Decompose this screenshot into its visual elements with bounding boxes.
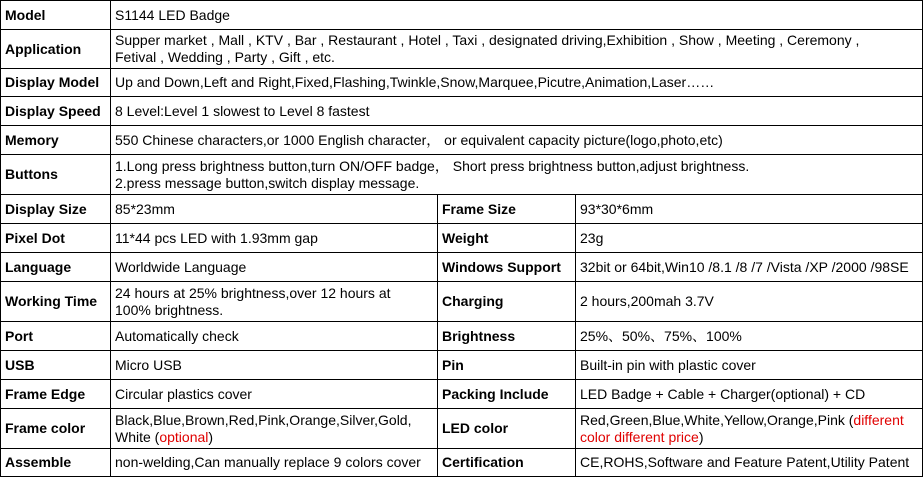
- row-working-time: [1, 282, 923, 322]
- working-time-line-2: 100% brightness.: [115, 301, 224, 318]
- row-language: [1, 253, 923, 282]
- row-frame-edge: [1, 380, 923, 409]
- led-color-note-part-2: color different price: [580, 428, 699, 445]
- label-certification: Certification: [438, 449, 576, 477]
- row-display-speed: [1, 97, 923, 126]
- value-display-size: 85*23mm: [111, 195, 438, 224]
- value-display-speed: 8 Level:Level 1 slowest to Level 8 fastest: [111, 97, 923, 126]
- value-led-color: [576, 409, 923, 449]
- label-application: Application: [1, 30, 111, 69]
- row-model: [1, 1, 923, 30]
- led-color-line-1: Red,Green,Blue,White,Yellow,Orange,Pink (: [580, 411, 854, 428]
- value-model: S1144 LED Badge: [111, 1, 923, 30]
- value-frame-size: 93*30*6mm: [576, 195, 923, 224]
- label-working-time: Working Time: [1, 282, 111, 322]
- label-charging: Charging: [438, 282, 576, 322]
- value-application: [111, 30, 923, 69]
- row-memory: [1, 126, 923, 155]
- label-frame-size: Frame Size: [438, 195, 576, 224]
- buttons-line-1: 1.Long press brightness button,turn ON/OFF badge， Short press brightness button,adjust brightness.: [115, 157, 750, 174]
- label-display-model: Display Model: [1, 69, 111, 97]
- value-packing-include: LED Badge + Cable + Charger(optional) + CD: [576, 380, 923, 409]
- value-usb: Micro USB: [111, 351, 438, 380]
- label-display-size: Display Size: [1, 195, 111, 224]
- row-display-size: [1, 195, 923, 224]
- value-certification: CE,ROHS,Software and Feature Patent,Utility Patent: [576, 449, 923, 477]
- value-working-time: [111, 282, 438, 322]
- label-memory: Memory: [1, 126, 111, 155]
- row-pixel-dot: [1, 224, 923, 253]
- value-frame-edge: Circular plastics cover: [111, 380, 438, 409]
- label-packing-include: Packing Include: [438, 380, 576, 409]
- value-port: Automatically check: [111, 322, 438, 351]
- label-frame-edge: Frame Edge: [1, 380, 111, 409]
- frame-color-line-1: Black,Blue,Brown,Red,Pink,Orange,Silver,Gold,: [115, 411, 412, 428]
- label-language: Language: [1, 253, 111, 282]
- value-charging: 2 hours,200mah 3.7V: [576, 282, 923, 322]
- value-pin: Built-in pin with plastic cover: [576, 351, 923, 380]
- application-line-1: Supper market , Mall , KTV , Bar , Restaurant , Hotel , Taxi , designated driving,Exhibition , Show , Meeting , Ceremony ,: [115, 32, 860, 48]
- row-port: [1, 322, 923, 351]
- value-language: Worldwide Language: [111, 253, 438, 282]
- value-frame-color: [111, 409, 438, 449]
- label-windows-support: Windows Support: [438, 253, 576, 282]
- label-pin: Pin: [438, 351, 576, 380]
- value-display-model: Up and Down,Left and Right,Fixed,Flashing,Twinkle,Snow,Marquee,Picutre,Animation,Laser……: [111, 69, 923, 97]
- row-buttons: [1, 155, 923, 195]
- label-buttons: Buttons: [1, 155, 111, 195]
- label-pixel-dot: Pixel Dot: [1, 224, 111, 253]
- frame-color-optional-note: optional: [159, 428, 209, 445]
- value-weight: 23g: [576, 224, 923, 253]
- label-display-speed: Display Speed: [1, 97, 111, 126]
- row-usb: [1, 351, 923, 380]
- working-time-line-1: 24 hours at 25% brightness,over 12 hours at: [115, 284, 391, 301]
- buttons-line-2: 2.press message button,switch display message.: [115, 174, 420, 191]
- frame-color-line-2-end: ): [208, 428, 214, 445]
- label-weight: Weight: [438, 224, 576, 253]
- row-display-model: [1, 69, 923, 97]
- value-assemble: non-welding,Can manually replace 9 colors cover: [111, 449, 438, 477]
- frame-color-line-2: White (: [115, 428, 160, 445]
- value-pixel-dot: 11*44 pcs LED with 1.93mm gap: [111, 224, 438, 253]
- value-buttons: [111, 155, 923, 195]
- row-application: [1, 30, 923, 69]
- led-color-line-2-end: ): [698, 428, 704, 445]
- label-led-color: LED color: [438, 409, 576, 449]
- application-line-2: Fetival , Wedding , Party , Gift , etc.: [115, 49, 335, 65]
- value-windows-support: 32bit or 64bit,Win10 /8.1 /8 /7 /Vista /XP /2000 /98SE: [576, 253, 923, 282]
- label-model: Model: [1, 1, 111, 30]
- led-color-note-part-1: different: [853, 411, 904, 428]
- value-brightness: 25%、50%、75%、100%: [576, 322, 923, 351]
- label-port: Port: [1, 322, 111, 351]
- label-assemble: Assemble: [1, 449, 111, 477]
- row-assemble: [1, 449, 923, 477]
- row-frame-color: [1, 409, 923, 449]
- label-brightness: Brightness: [438, 322, 576, 351]
- label-usb: USB: [1, 351, 111, 380]
- label-frame-color: Frame color: [1, 409, 111, 449]
- value-memory: 550 Chinese characters,or 1000 English character， or equivalent capacity picture(logo,photo,etc): [111, 126, 923, 155]
